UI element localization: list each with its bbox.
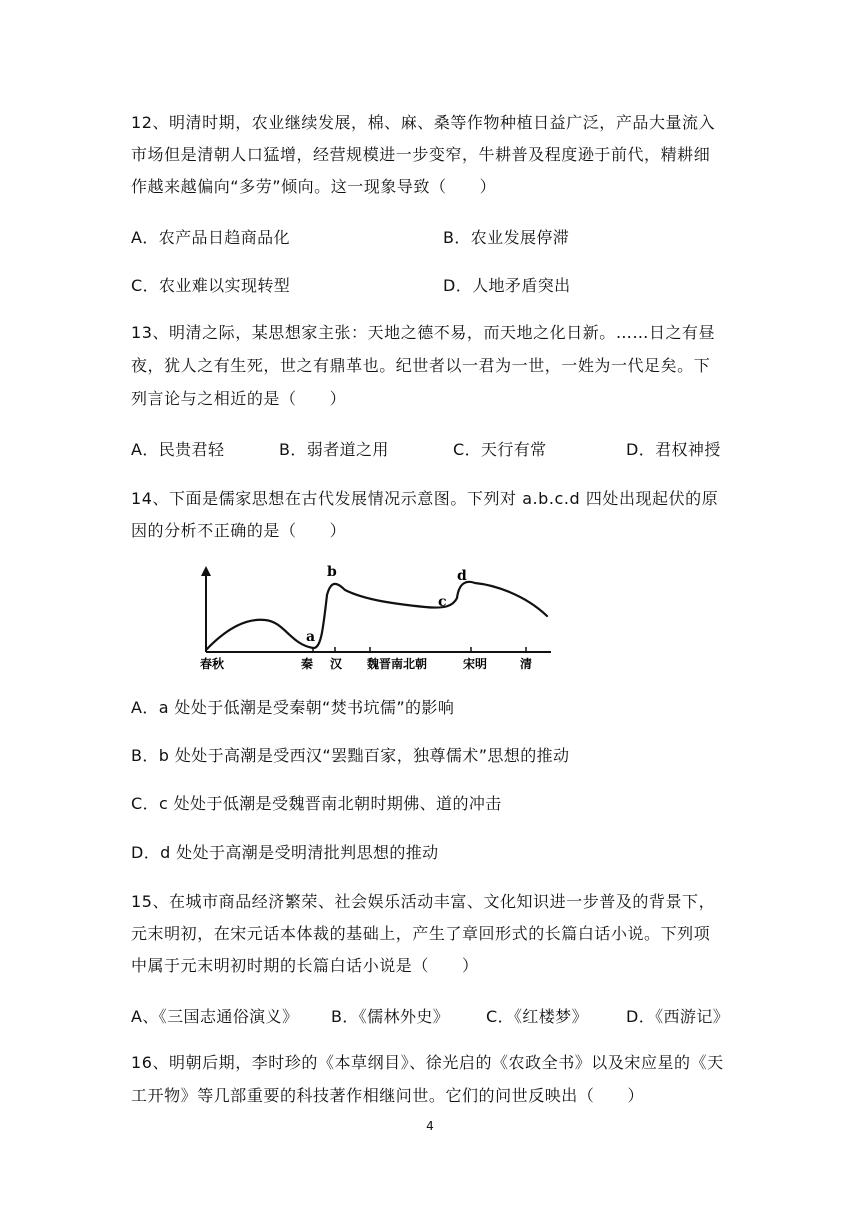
- page-number: 4: [426, 1119, 434, 1133]
- q13-option-a[interactable]: A．民贵君轻: [131, 440, 225, 459]
- x-label-qing: 清: [520, 657, 533, 671]
- q16-line-1: 16、明朝后期，李时珍的《本草纲目》、徐光启的《农政全书》以及宋应星的《天: [131, 1053, 724, 1072]
- q12-option-a[interactable]: A．农产品日趋商品化: [131, 228, 290, 247]
- q14-option-a[interactable]: A．a 处处于低潮是受秦朝“焚书坑儒”的影响: [131, 698, 455, 717]
- x-label-chunqiu: 春秋: [200, 657, 225, 671]
- point-label-d: d: [457, 568, 467, 584]
- q12-line-2: 市场但是清朝人口猛增，经营规模进一步变窄，牛耕普及程度逊于前代，精耕细: [131, 145, 711, 164]
- q13-option-c[interactable]: C．天行有常: [453, 440, 547, 459]
- q14-option-b[interactable]: B．b 处处于高潮是受西汉“罢黜百家，独尊儒术”思想的推动: [131, 746, 570, 765]
- q12-line-3: 作越来越偏向“多劳”倾向。这一现象导致（ ）: [131, 177, 497, 196]
- q12-line-1: 12、明清时期，农业继续发展，棉、麻、桑等作物种植日益广泛，产品大量流入: [131, 113, 716, 132]
- q15-option-c[interactable]: C．《红楼梦》: [486, 1007, 588, 1026]
- confucianism-development-diagram: [195, 560, 555, 675]
- point-label-b: b: [327, 564, 337, 580]
- q15-option-a[interactable]: A、《三国志通俗演义》: [131, 1007, 299, 1026]
- q15-option-d[interactable]: D．《西游记》: [626, 1007, 730, 1026]
- q13-line-2: 夜，犹人之有生死，世之有鼎革也。纪世者以一君为一世，一姓为一代足矣。下: [131, 356, 711, 375]
- q13-option-d[interactable]: D．君权神授: [626, 440, 721, 459]
- q15-line-1: 15、在城市商品经济繁荣、社会娱乐活动丰富、文化知识进一步普及的背景下，: [131, 892, 716, 911]
- q15-line-3: 中属于元末明初时期的长篇白话小说是（ ）: [131, 956, 479, 975]
- q14-line-1: 14、下面是儒家思想在古代发展情况示意图。下列对 a.b.c.d 四处出现起伏的原: [131, 489, 719, 508]
- q14-line-2: 因的分析不正确的是（ ）: [131, 521, 347, 540]
- y-axis-arrow: [201, 566, 211, 576]
- q15-line-2: 元末明初，在宋元话本体裁的基础上，产生了章回形式的长篇白话小说。下列项: [131, 924, 711, 943]
- q13-option-b[interactable]: B．弱者道之用: [279, 440, 389, 459]
- x-label-han: 汉: [330, 657, 343, 671]
- q12-option-b[interactable]: B．农业发展停滞: [443, 228, 570, 247]
- point-label-a: a: [306, 629, 316, 645]
- x-label-songming: 宋明: [463, 657, 488, 671]
- q16-line-2: 工开物》等几部重要的科技著作相继问世。它们的问世反映出（ ）: [131, 1086, 645, 1105]
- x-label-weijin: 魏晋南北朝: [367, 657, 428, 671]
- point-label-c: c: [438, 594, 447, 610]
- development-curve: [206, 582, 547, 650]
- q13-line-1: 13、明清之际，某思想家主张：天地之德不易，而天地之化日新。……日之有昼: [131, 323, 716, 342]
- q14-option-d[interactable]: D．d 处处于高潮是受明清批判思想的推动: [131, 843, 439, 862]
- x-label-qin: 秦: [301, 657, 314, 671]
- q14-option-c[interactable]: C．c 处处于低潮是受魏晋南北朝时期佛、道的冲击: [131, 794, 502, 813]
- q12-option-d[interactable]: D．人地矛盾突出: [443, 276, 571, 295]
- q12-option-c[interactable]: C．农业难以实现转型: [131, 276, 291, 295]
- q13-line-3: 列言论与之相近的是（ ）: [131, 389, 347, 408]
- q15-option-b[interactable]: B．《儒林外史》: [331, 1007, 450, 1026]
